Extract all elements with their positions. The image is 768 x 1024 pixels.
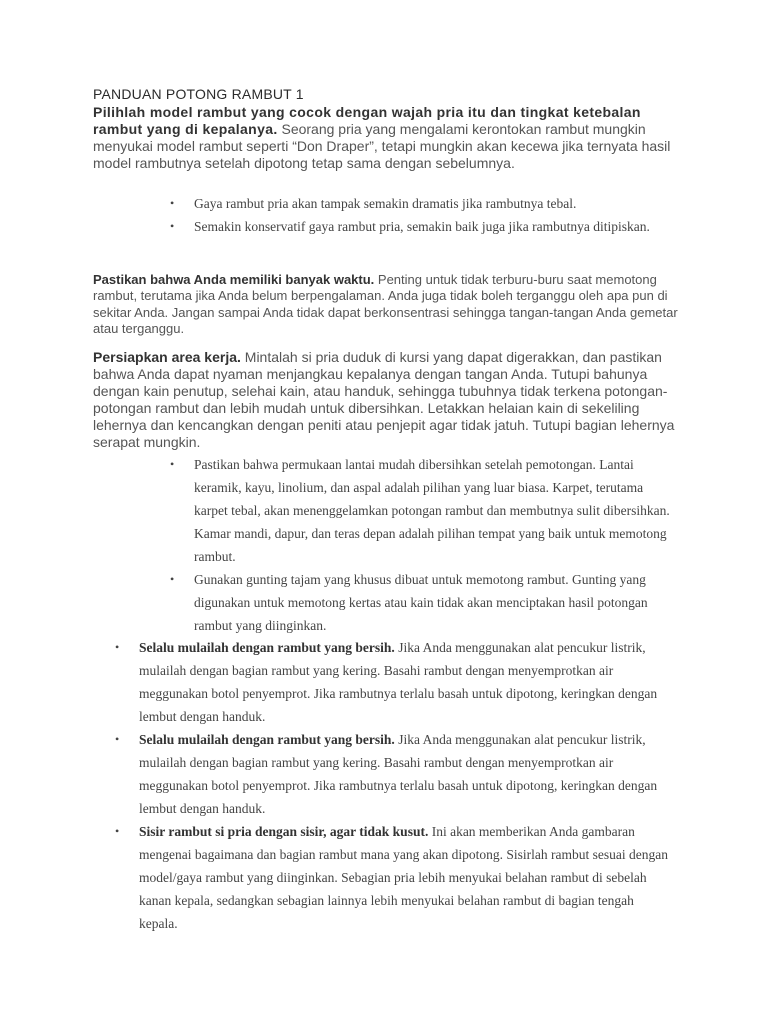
bullet-icon: • [115,824,120,838]
list-item: • Gunakan gunting tajam yang khusus dibuat untuk memotong rambut. Gunting yang digunakan untuk memotong kertas atau kain tidak akan menciptakan hasil potongan rambut yang diinginkan. [170,568,670,637]
intro-text: Seorang pria yang mengalami kerontokan rambut mungkin menyukai model rambut seperti “Don Draper”, tetapi mungkin akan kecewa jika ternyata hasil model rambutnya setelah dipotong tetap sama dengan sebelumnya. [93,121,671,171]
time-text: Penting untuk tidak terburu-buru saat memotong rambut, terutama jika Anda belum berpengalaman. Anda juga tidak boleh terganggu oleh apa pun di sekitar Anda. Jangan sampai Anda tidak dapat berkonsentrasi sehingga tangan-tangan Anda gemetar atau terganggu. [93,272,678,336]
list-item: • Selalu mulailah dengan rambut yang bersih. Jika Anda menggunakan alat pencukur listrik, mulailah dengan bagian rambut yang kering. Basahi rambut dengan menyemprotkan air meggunakan botol penyemprot. Jika rambutnya terlalu basah untuk dipotong, keringkan dengan lembut dengan handuk. [115,728,675,820]
bullet-icon: • [170,196,175,210]
document-title: PANDUAN POTONG RAMBUT 1 [93,86,304,102]
workspace-text: Mintalah si pria duduk di kursi yang dapat digerakkan, dan pastikan bahwa Anda dapat nyaman menjangkau kepalanya dengan tangan Anda. Tutupi bahunya dengan kain penutup, selehai kain, atau handuk, sehingga tubuhnya tidak terkena potongan-potongan rambut dan lebih mudah untuk dibersihkan. Letakkan helaian kain di sekeliling lehernya dan kencangkan dengan peniti atau penjepit agar tidak jatuh. Tutupi bagian lehernya serapat mungkin. [93,349,675,450]
list-item: • Selalu mulailah dengan rambut yang bersih. Jika Anda menggunakan alat pencukur listrik, mulailah dengan bagian rambut yang kering. Basahi rambut dengan menyemprotkan air meggunakan botol penyemprot. Jika rambutnya terlalu basah untuk dipotong, keringkan dengan lembut dengan handuk. [115,636,675,728]
list-item: • Semakin konservatif gaya rambut pria, semakin baik juga jika rambutnya ditipiskan. [170,215,670,238]
bullet-icon: • [170,572,175,586]
intro-bullet-list [170,192,670,238]
bullet-icon: • [115,732,120,746]
time-paragraph [93,272,683,337]
workspace-bullet-list [170,453,670,637]
main-bullet-list [115,636,675,935]
workspace-bold-lead: Persiapkan area kerja. [93,349,241,365]
intro-bold-lead: Pilihlah model rambut yang cocok dengan wajah pria itu dan tingkat ketebalan rambut yang di kepalanya. [93,104,641,137]
bullet-icon: • [170,457,175,471]
bullet-icon: • [170,219,175,233]
workspace-paragraph [93,349,683,450]
time-bold-lead: Pastikan bahwa Anda memiliki banyak waktu. [93,272,375,287]
intro-paragraph [93,104,683,172]
list-item: • Pastikan bahwa permukaan lantai mudah dibersihkan setelah pemotongan. Lantai keramik, kayu, linolium, dan aspal adalah pilihan yang luar biasa. Karpet, terutama karpet tebal, akan menenggelamkan potongan rambut dan membutnya sulit dibersihkan. Kamar mandi, dapur, dan teras depan adalah pilihan tempat yang baik untuk memotong rambut. [170,453,670,568]
list-item: • Gaya rambut pria akan tampak semakin dramatis jika rambutnya tebal. [170,192,670,215]
list-item: • Sisir rambut si pria dengan sisir, agar tidak kusut. Ini akan memberikan Anda gambaran mengenai bagaimana dan bagian rambut mana yang akan dipotong. Sisirlah rambut sesuai dengan model/gaya rambut yang diinginkan. Sebagian pria lebih menyukai belahan rambut di sebelah kanan kepala, sedangkan sebagian lainnya lebih menyukai belahan rambut di bagian tengah kepala. [115,820,675,935]
bullet-icon: • [115,640,120,654]
